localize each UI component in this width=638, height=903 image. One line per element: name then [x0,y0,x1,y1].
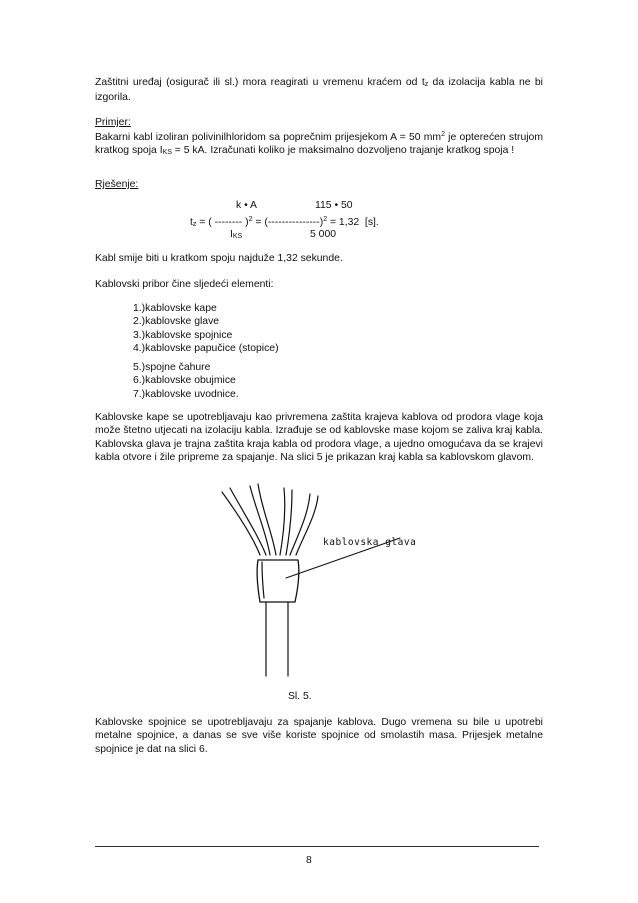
list-item: 7.)kablovske uvodnice. [133,388,239,400]
formula-numerator-right: 115 • 50 [315,200,353,211]
figure-caption: Sl. 5. [288,691,312,702]
cable-core-3-inner [286,490,292,555]
list-item: 6.)kablovske obujmice [133,375,236,387]
list-item: 4.)kablovske papučice (stopice) [133,342,279,354]
cable-head-shading [262,562,264,598]
list-item: 3.)kablovske spojnice [133,329,233,341]
formula-denominator-right: 5 000 [310,229,337,240]
paragraph-cable-caps: Kablovske kape se upotrebljavaju kao privremena zaštita krajeva kablova od prodora vlage koja može štetno utjecati na izolaciju kabla. Izrađuje se od kablovske mase kojom se zaliva kraj kabla. Kablovska glava je trajna zaštita kraja kabla od prodora vlage, a ujedno omogućava da se krajevi kabla otvore i žile pripreme za spajanje. Na slici 5 je prikazan kraj kabla sa kablovskom glavom. [95,412,543,463]
example-text: Bakarni kabl izoliran polivinilhloridom sa poprečnim prijesjekom A = 50 $mm^2$ je opterećen strujom kratkog spoja $I_{KS} = 5$ kA. Izračunati koliko je maksimalno dozvoljeno trajanje kratkog spoja ! [95,131,543,157]
list-item: 5.)spojne čahure [133,362,211,373]
cable-core-3 [280,488,285,555]
accessories-list-2 [133,361,239,401]
footer-divider [95,846,539,847]
cable-core-4-inner [296,496,318,555]
paragraph-cable-joints: Kablovske spojnice se upotrebljavaju za spajanje kablova. Dugo vremena su bile u upotrebi metalne spojnice, a danas se sve više koriste spojnice od smolastih masa. Prijesjek metalne spojnice je dat na slici 6. [95,717,543,755]
formula-denominator-left: $I_{KS}$ [230,229,243,240]
formula-numerator-left: k • A [236,200,257,211]
list-item: 1.)kablovske kape [133,303,217,314]
formula [190,199,450,244]
solution-heading: Rješenje: [95,179,139,190]
formula-main-line: $t_z$ = ( -------- )$^2 = (---------------)^2 = 1,32$ [s]. [190,216,379,228]
figure-label: kablovska glava [323,537,417,548]
example-heading: Primjer: [95,117,131,128]
paragraph-accessories-intro: Kablovski pribor čine sljedeći elementi: [95,279,274,290]
accessories-list-1 [133,302,279,355]
paragraph-short-circuit-duration: Kabl smije biti u kratkom spoju najduže 1,32 sekunde. [95,253,343,264]
paragraph-protection: Zaštitni uređaj (osigurač ili sl.) mora reagirati u vremenu kraćem od $t_z$ da izolacija kabla ne bi izgorila. [95,77,543,104]
list-item: 2.)kablovske glave [133,316,220,328]
page-number: 8 [306,855,312,866]
cable-head-figure [200,480,440,680]
